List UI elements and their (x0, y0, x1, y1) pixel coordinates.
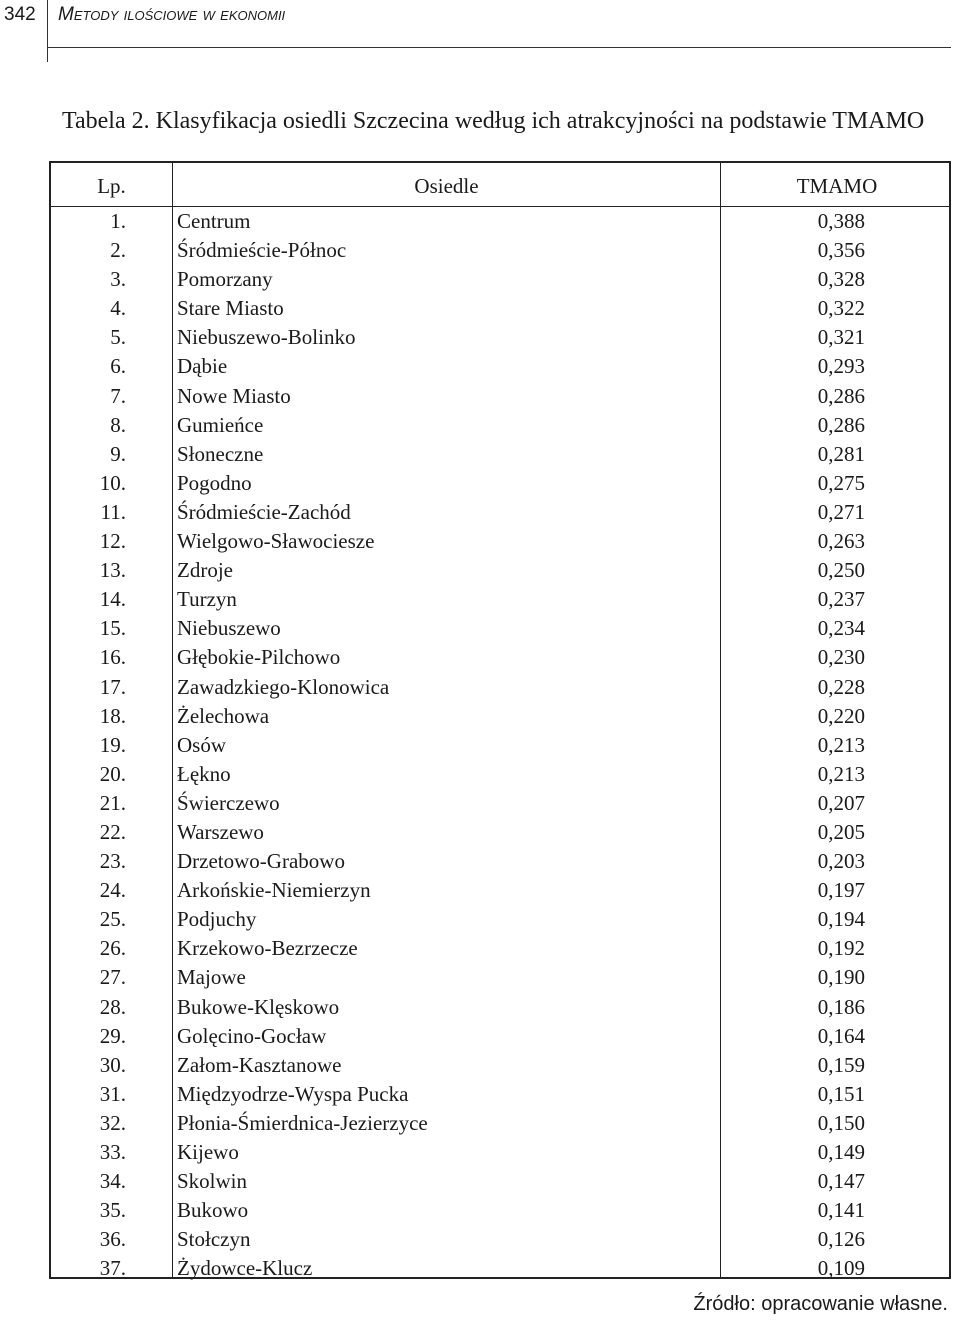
tmamo-value: 0,126 (817, 1227, 865, 1252)
tmamo-value: 0,321 (817, 325, 865, 350)
row-number: 9. (110, 441, 126, 466)
tmamo-value: 0,286 (817, 383, 865, 408)
row-number: 29. (99, 1023, 126, 1048)
row-number: 32. (99, 1110, 126, 1135)
tmamo-value: 0,234 (817, 616, 865, 641)
district-name: Łękno (177, 761, 231, 786)
table-row (51, 469, 949, 498)
tmamo-value: 0,271 (817, 499, 865, 524)
column-header-osiedle: Osiedle (414, 174, 479, 198)
district-name: Załom-Kasztanowe (177, 1052, 342, 1077)
table-row (51, 905, 949, 934)
header-vertical-rule (47, 0, 48, 62)
district-name: Niebuszewo (177, 616, 281, 641)
district-name: Żelechowa (177, 703, 270, 728)
table-row (51, 1051, 949, 1080)
table-row (51, 585, 949, 614)
district-name: Świerczewo (177, 790, 280, 815)
tmamo-value: 0,213 (817, 761, 865, 786)
row-number: 34. (99, 1169, 126, 1194)
table-row (51, 673, 949, 702)
tmamo-value: 0,328 (817, 267, 865, 292)
district-name: Nowe Miasto (177, 383, 291, 408)
table-row (51, 556, 949, 585)
table-row (51, 847, 949, 876)
district-name: Kijewo (177, 1140, 239, 1164)
district-name: Dąbie (177, 354, 228, 379)
table-row (51, 643, 949, 672)
tmamo-value: 0,275 (817, 470, 865, 495)
row-number: 33. (99, 1140, 126, 1164)
district-name: Centrum (177, 209, 251, 233)
tmamo-value: 0,149 (817, 1140, 865, 1164)
tmamo-value: 0,207 (817, 790, 865, 815)
district-name: Głębokie-Pilchowo (177, 645, 341, 670)
district-name: Stołczyn (177, 1227, 251, 1252)
tmamo-value: 0,281 (817, 441, 865, 466)
table-row (51, 1196, 949, 1225)
tmamo-value: 0,388 (817, 209, 865, 233)
table-row (51, 963, 949, 992)
row-number: 14. (99, 587, 126, 612)
district-name: Słoneczne (177, 441, 264, 466)
district-name: Śródmieście-Północ (177, 238, 347, 263)
table-row (51, 323, 949, 352)
tmamo-value: 0,230 (817, 645, 865, 670)
row-number: 2. (110, 238, 126, 263)
table-row (51, 527, 949, 556)
table-row (51, 411, 949, 440)
tmamo-value: 0,194 (817, 907, 865, 932)
table-row (51, 876, 949, 905)
row-number: 18. (99, 703, 126, 728)
row-number: 4. (110, 296, 126, 321)
column-header-lp: Lp. (97, 174, 126, 198)
row-number: 1. (110, 209, 126, 233)
district-name: Turzyn (177, 587, 237, 612)
row-number: 7. (110, 383, 126, 408)
row-number: 35. (99, 1198, 126, 1223)
row-number: 11. (100, 499, 126, 524)
row-number: 20. (99, 761, 126, 786)
table-row (51, 1109, 949, 1138)
tmamo-value: 0,190 (817, 965, 865, 990)
district-name: Stare Miasto (177, 296, 284, 321)
tmamo-value: 0,220 (817, 703, 865, 728)
district-name: Żydowce-Klucz (177, 1256, 313, 1281)
tmamo-value: 0,141 (817, 1198, 865, 1223)
table-row (51, 352, 949, 381)
table-row (51, 1167, 949, 1196)
table-row (51, 760, 949, 789)
row-number: 10. (99, 470, 126, 495)
table-row (51, 1138, 949, 1167)
source-note: Źródło: opracowanie własne. (693, 1293, 948, 1315)
row-number: 30. (99, 1052, 126, 1077)
tmamo-value: 0,205 (817, 819, 865, 844)
row-number: 37. (99, 1256, 126, 1281)
row-number: 8. (110, 412, 126, 437)
row-number: 5. (110, 325, 126, 350)
district-name: Drzetowo-Grabowo (177, 849, 345, 874)
district-name: Bukowo (177, 1198, 249, 1223)
column-header-tmamo: TMAMO (796, 174, 878, 198)
district-name: Golęcino-Gocław (177, 1023, 327, 1048)
row-number: 36. (99, 1227, 126, 1252)
tmamo-value: 0,356 (817, 238, 865, 263)
district-name: Warszewo (177, 819, 264, 844)
table-row (51, 1225, 949, 1254)
district-name: Osów (177, 732, 227, 757)
table-row (51, 731, 949, 760)
tmamo-value: 0,197 (817, 878, 865, 903)
district-name: Pomorzany (177, 267, 273, 292)
table-row (51, 265, 949, 294)
tmamo-value: 0,237 (817, 587, 865, 612)
district-name: Majowe (177, 965, 246, 990)
row-number: 26. (99, 936, 126, 961)
table-row (51, 993, 949, 1022)
tmamo-value: 0,192 (817, 936, 865, 961)
table-row (51, 1022, 949, 1051)
table-row (51, 382, 949, 411)
row-number: 27. (99, 965, 126, 990)
row-number: 3. (110, 267, 126, 292)
row-number: 25. (99, 907, 126, 932)
table-row (51, 789, 949, 818)
district-name: Skolwin (177, 1169, 248, 1194)
table-row (51, 207, 949, 236)
district-name: Międzyodrze-Wyspa Pucka (177, 1081, 409, 1106)
district-name: Śródmieście-Zachód (177, 499, 351, 524)
data-table (49, 161, 951, 1279)
table-row (51, 440, 949, 469)
tmamo-value: 0,159 (817, 1052, 865, 1077)
table-row (51, 702, 949, 731)
table-row (51, 818, 949, 847)
row-number: 28. (99, 994, 126, 1019)
district-name: Wielgowo-Sławociesze (177, 529, 375, 554)
table-row (51, 934, 949, 963)
tmamo-value: 0,322 (817, 296, 865, 321)
row-number: 12. (99, 529, 126, 554)
row-number: 15. (99, 616, 126, 641)
row-number: 22. (99, 819, 126, 844)
table-row (51, 1254, 949, 1283)
tmamo-value: 0,213 (817, 732, 865, 757)
district-name: Pogodno (177, 470, 252, 495)
table-row (51, 1080, 949, 1109)
district-name: Krzekowo-Bezrzecze (177, 936, 358, 961)
district-name: Arkońskie-Niemierzyn (177, 878, 371, 903)
tmamo-value: 0,109 (817, 1256, 865, 1281)
table-caption: Tabela 2. Klasyfikacja osiedli Szczecina według ich atrakcyjności na podstawie TMAMO (62, 108, 925, 134)
table-body (51, 207, 949, 1283)
row-number: 19. (99, 732, 126, 757)
row-number: 16. (99, 645, 126, 670)
tmamo-value: 0,151 (817, 1081, 865, 1106)
tmamo-value: 0,263 (817, 529, 865, 554)
tmamo-value: 0,250 (817, 558, 865, 583)
running-title: Metody ilościowe w ekonomii (58, 4, 286, 25)
district-name: Płonia-Śmierdnica-Jezierzyce (177, 1110, 428, 1135)
row-number: 24. (99, 878, 126, 903)
district-name: Zawadzkiego-Klonowica (177, 674, 390, 699)
tmamo-value: 0,164 (817, 1023, 865, 1048)
tmamo-value: 0,286 (817, 412, 865, 437)
tmamo-value: 0,293 (817, 354, 865, 379)
district-name: Podjuchy (177, 907, 257, 932)
district-name: Gumieńce (177, 412, 264, 437)
row-number: 6. (110, 354, 126, 379)
tmamo-value: 0,147 (817, 1169, 865, 1194)
table-row (51, 236, 949, 265)
row-number: 13. (99, 558, 126, 583)
district-name: Bukowe-Klęskowo (177, 994, 340, 1019)
district-name: Zdroje (177, 558, 233, 583)
table-row (51, 294, 949, 323)
tmamo-value: 0,203 (817, 849, 865, 874)
district-name: Niebuszewo-Bolinko (177, 325, 356, 350)
table-row (51, 498, 949, 527)
tmamo-value: 0,186 (817, 994, 865, 1019)
tmamo-value: 0,150 (817, 1110, 865, 1135)
row-number: 31. (99, 1081, 126, 1106)
row-number: 21. (99, 790, 126, 815)
tmamo-value: 0,228 (817, 674, 865, 699)
header-horizontal-rule (47, 47, 951, 48)
table-row (51, 614, 949, 643)
row-number: 23. (99, 849, 126, 874)
row-number: 17. (99, 674, 126, 699)
page-number: 342 (4, 4, 36, 25)
